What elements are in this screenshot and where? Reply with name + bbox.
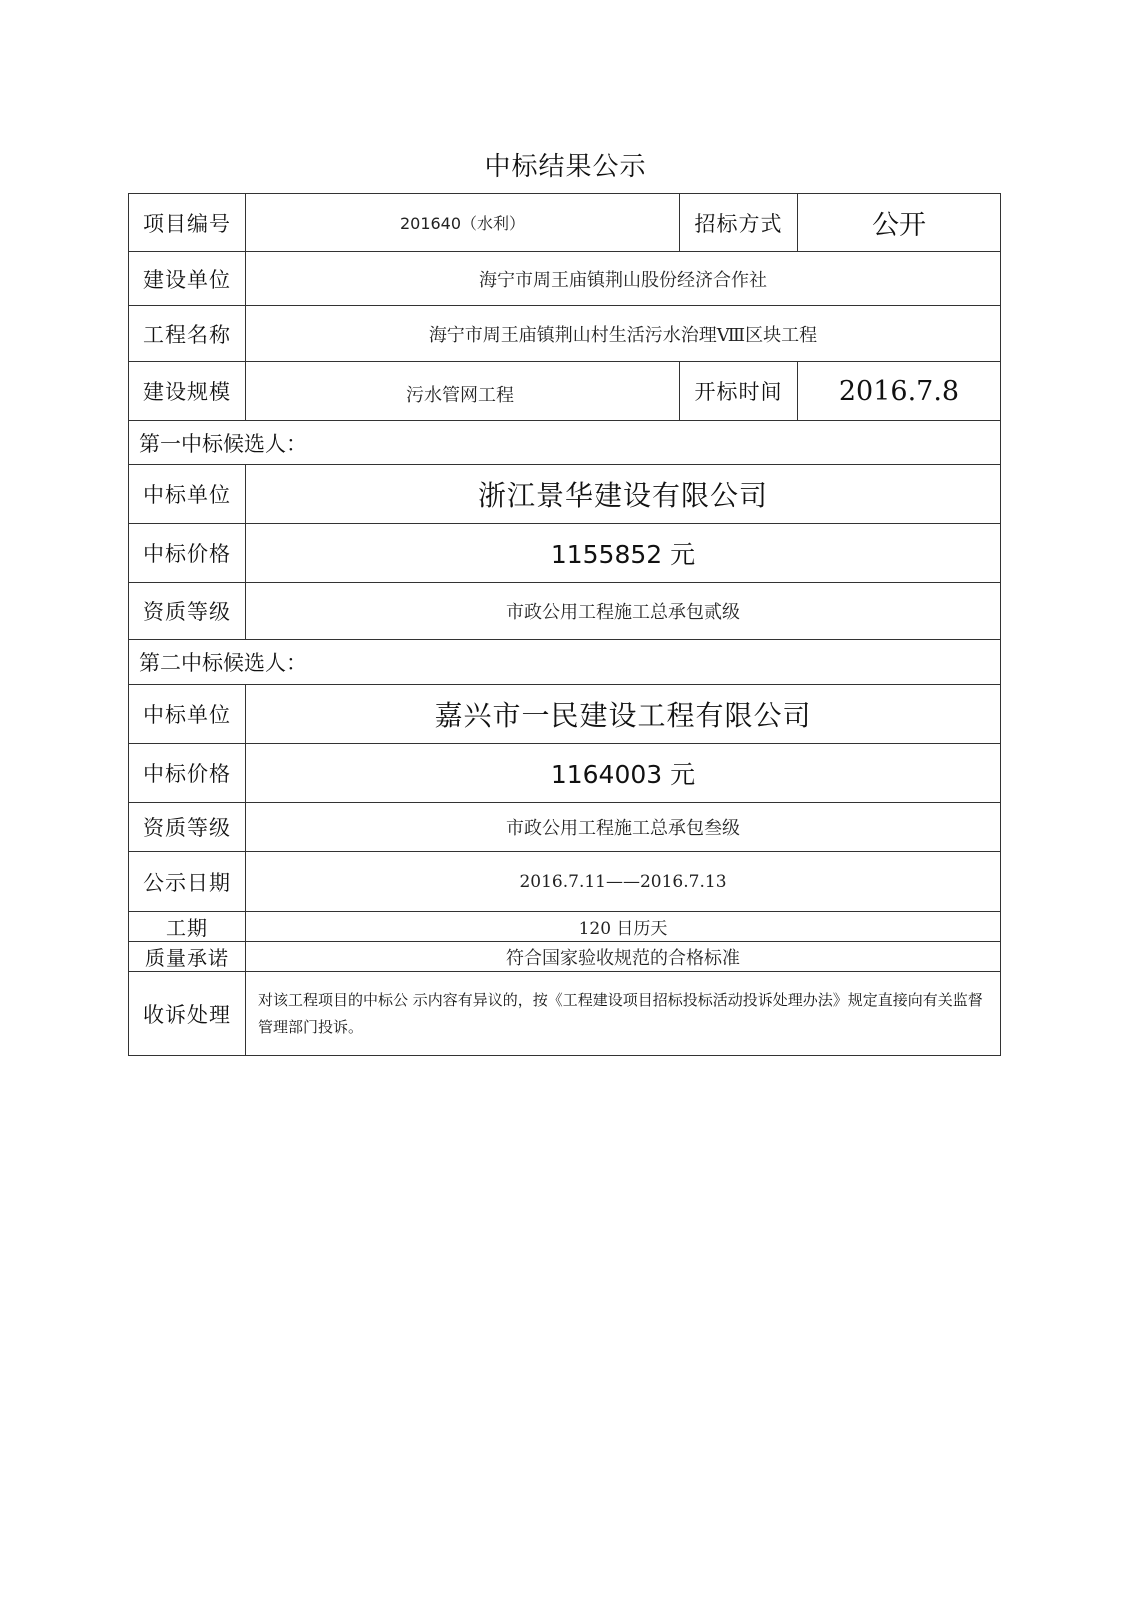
row-first-candidate-header: [129, 421, 1001, 465]
quality-label: 质量承诺: [129, 942, 246, 972]
first-unit-value: 浙江景华建设有限公司: [246, 465, 1001, 524]
second-qualification-label: 资质等级: [129, 803, 246, 852]
open-time-label: 开标时间: [680, 362, 798, 421]
row-second-qualification: [129, 803, 1001, 852]
row-owner: [129, 252, 1001, 306]
row-quality: [129, 942, 1001, 972]
first-unit-label: 中标单位: [129, 465, 246, 524]
period-label: 工期: [129, 912, 246, 942]
row-period: [129, 912, 1001, 942]
bid-method-value: 公开: [798, 194, 1001, 252]
row-second-price: [129, 744, 1001, 803]
notice-date-label: 公示日期: [129, 852, 246, 912]
scale-value: 污水管网工程: [246, 362, 680, 421]
project-number-value: 201640（水利）: [246, 194, 680, 252]
row-scale: [129, 362, 1001, 421]
first-candidate-header: 第一中标候选人：: [129, 421, 1001, 465]
complaint-label: 收诉处理: [129, 972, 246, 1056]
first-price-value: 1155852 元: [246, 524, 1001, 583]
row-project-number: [129, 194, 1001, 252]
row-first-price: [129, 524, 1001, 583]
row-second-unit: [129, 685, 1001, 744]
project-name-label: 工程名称: [129, 306, 246, 362]
first-qualification-value: 市政公用工程施工总承包贰级: [246, 583, 1001, 640]
row-project-name: [129, 306, 1001, 362]
first-qualification-label: 资质等级: [129, 583, 246, 640]
second-unit-label: 中标单位: [129, 685, 246, 744]
notice-date-value: 2016.7.11——2016.7.13: [246, 852, 1001, 912]
page-title: 中标结果公示: [484, 152, 647, 182]
owner-value: 海宁市周王庙镇荆山股份经济合作社: [246, 252, 1001, 306]
quality-value: 符合国家验收规范的合格标准: [246, 942, 1001, 972]
second-qualification-value: 市政公用工程施工总承包叁级: [246, 803, 1001, 852]
period-value: 120 日历天: [246, 912, 1001, 942]
row-notice-date: [129, 852, 1001, 912]
scale-label: 建设规模: [129, 362, 246, 421]
second-price-value: 1164003 元: [246, 744, 1001, 803]
first-price-label: 中标价格: [129, 524, 246, 583]
bid-result-table: [128, 193, 1001, 1056]
second-candidate-header: 第二中标候选人：: [129, 640, 1001, 685]
project-name-value: 海宁市周王庙镇荆山村生活污水治理Ⅷ区块工程: [246, 306, 1001, 362]
row-complaint: [129, 972, 1001, 1056]
bid-method-label: 招标方式: [680, 194, 798, 252]
row-first-unit: [129, 465, 1001, 524]
row-first-qualification: [129, 583, 1001, 640]
project-number-label: 项目编号: [129, 194, 246, 252]
open-time-value: 2016.7.8: [798, 362, 1001, 421]
complaint-value: 对该工程项目的中标公 示内容有异议的，按《工程建设项目招标投标活动投诉处理办法》规定直接向有关监督管理部门投诉。: [246, 972, 1001, 1056]
row-second-candidate-header: [129, 640, 1001, 685]
second-unit-value: 嘉兴市一民建设工程有限公司: [246, 685, 1001, 744]
second-price-label: 中标价格: [129, 744, 246, 803]
owner-label: 建设单位: [129, 252, 246, 306]
